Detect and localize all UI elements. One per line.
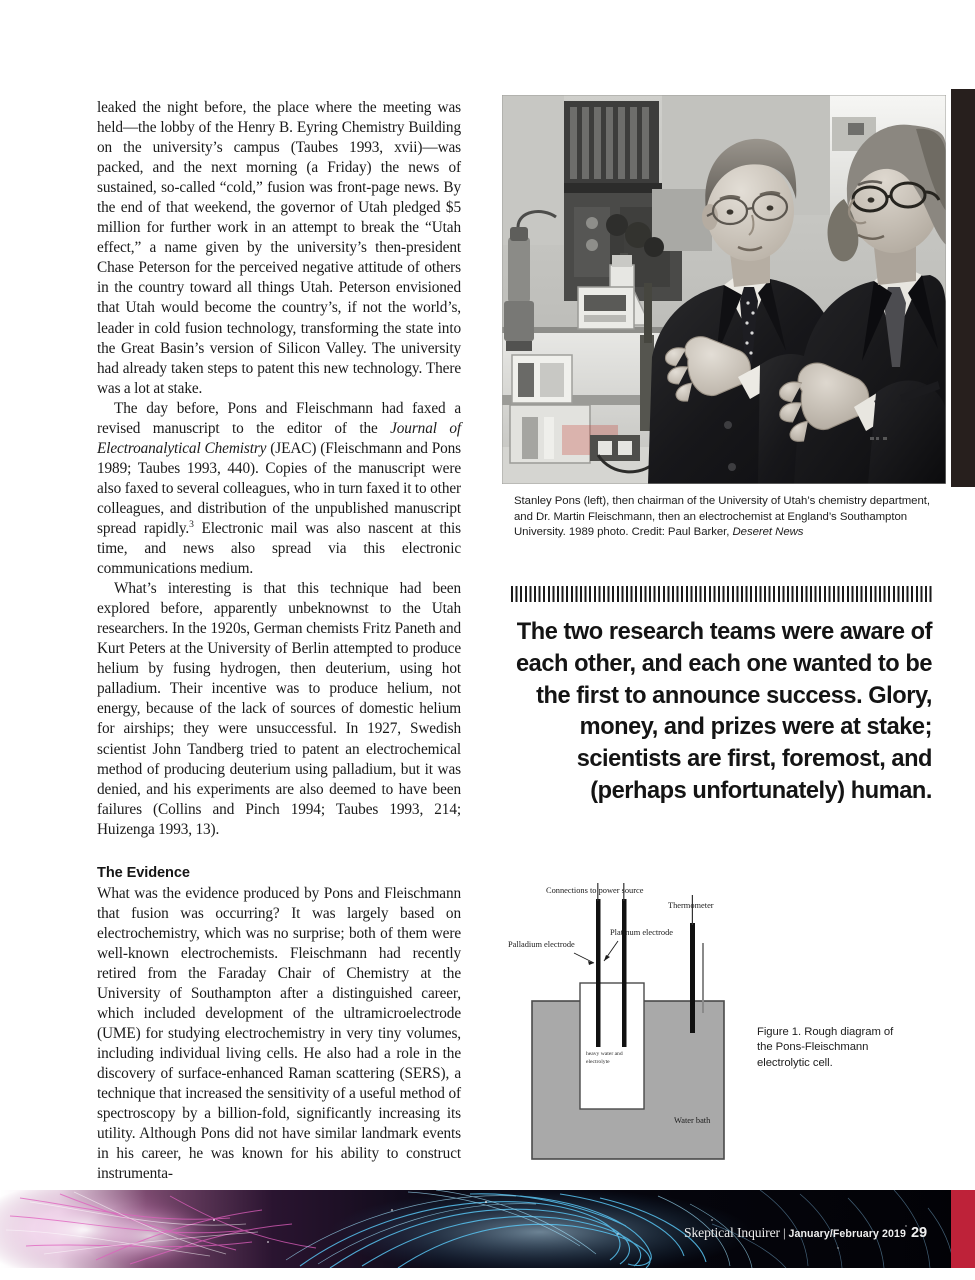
- photo-image: [502, 95, 946, 484]
- photo-caption-text: Stanley Pons (left), then chairman of the University of Utah’s chemistry department, and Dr. Martin Fleischmann, then an electrochemist at England’s Southampton University. 1989 photo. Credit: Paul Barker,: [514, 495, 930, 539]
- footer-page-number: 29: [911, 1225, 928, 1241]
- figure-label-palladium: Palladium electrode: [508, 940, 575, 949]
- footnote-marker-3: 3: [189, 518, 194, 530]
- photo-caption: [514, 494, 932, 541]
- article-left-column: [97, 98, 461, 1184]
- footer-accent-bar: [951, 1190, 975, 1268]
- article-paragraph-1: leaked the night before, the place where the meeting was held—the lobby of the Henry B. Eyring Chemistry Building on the university’s campus (Taubes 1993, xvii)—was packed, and the next morning (a Friday) the news of sustained, so-called “cold,” fusion was front-page news. By the end of that weekend, the governor of Utah pledged $5 million for further work in an attempt to break the “Utah effect,” a name given by the university’s then-president Chase Peterson for the perceived negative attitude of others in the country toward all things Utah. Peterson envisioned that Utah would become the country’s, if not the world’s, leader in cold fusion technology, transforming the state into the Great Basin’s version of Silicon Valley. The university had already taken steps to patent this new technology. There was a lot at stake.: [97, 99, 461, 397]
- pullquote-tick-rule: [511, 586, 932, 602]
- figure-label-thermometer: Thermometer: [668, 901, 714, 910]
- section-heading-the-evidence: The Evidence: [97, 864, 190, 881]
- paragraph-2-part1: The day before, Pons and Fleischmann had faxed a revised manuscript to the editor of the: [97, 399, 461, 437]
- article-paragraph-3: What’s interesting is that this technique had been explored before, apparently unbeknownst to the Utah researchers. In the 1920s, German chemists Fritz Paneth and Kurt Peters at the University of Berlin attempted to produce helium by fusing hydrogen, then deuterium, using hot palladium. Their incentive was to produce helium, not energy, because of the lack of sources of domestic helium for airships; they were unsuccessful. In 1927, Swedish scientist John Tandberg tried to patent an electrochemical method of producing deuterium using palladium, but it was denied, and his experiments are also deemed to have been failures (Collins and Pinch 1994; Taubes 1993, 214; Huizenga 1993, 13).: [97, 580, 461, 838]
- article-paragraph-4: What was the evidence produced by Pons and Fleischmann that fusion was occurring? It was largely based on electrochemistry, which was no surprise; both of them were well-known electrochemists. Fleischmann had recently retired from the Faraday Chair of Chemistry at the University of Southampton after a distinguished career, which included development of the ultramicroelectrode (UME) for studying electrochemistry in very tiny volumes, including individual living cells. He also had a role in the discovery of surface-enhanced Raman scattering (SERS), a technique that increased the sensitivity of a useful method of spectroscopy by a billion-fold, significantly increasing its utility. Although Pons did not have similar landmark events in his career, he was known for his ability to construct instrumenta-: [97, 884, 461, 1183]
- journal-title-italic: Journal of Electroanalytical Chemistry: [97, 419, 461, 457]
- article-paragraph-2: [97, 399, 461, 579]
- paragraph-2-part2: (JEAC) (Fleischmann and Pons 1989; Taubes 1993, 440). Copies of the manuscript were also faxed to several colleagues, who in turn faxed it to other colleagues, and distribution of the unpublished manuscript spread rapidly.: [97, 439, 461, 537]
- figure-label-inner-1: heavy water and: [586, 1051, 623, 1057]
- figure-1-caption: Figure 1. Rough diagram of the Pons-Fleischmann electrolytic cell.: [757, 1026, 894, 1069]
- footer-page-credit: [684, 1225, 927, 1241]
- footer-separator: |: [782, 1225, 786, 1240]
- photo-credit-publication: Deseret News: [732, 526, 804, 539]
- figure-label-bath: Water bath: [674, 1116, 711, 1125]
- footer-magazine-name: Skeptical Inquirer: [684, 1225, 780, 1240]
- footer-issue-date: January/February 2019: [788, 1228, 907, 1240]
- figure-1-electrolytic-cell: [506, 883, 752, 1173]
- figure-1-image: [506, 883, 752, 1173]
- figure-label-power: Connections to power source: [546, 886, 644, 895]
- page-bleed-edge: [951, 89, 975, 487]
- pullquote-text: The two research teams were aware of each other, and each one wanted to be the first to announce success. Glory, money, and prizes were at stake; scientists are first, foremost, and (perhaps unfortunately) human.: [516, 619, 932, 804]
- paragraph-2-part3: Electronic mail was also nascent at this time, and news also spread via this electronic communications medium.: [97, 519, 461, 578]
- figure-label-inner-2: electrolyte: [586, 1059, 610, 1065]
- figure-label-platinum: Platinum electrode: [610, 928, 674, 937]
- photo-pons-fleischmann: [502, 95, 946, 484]
